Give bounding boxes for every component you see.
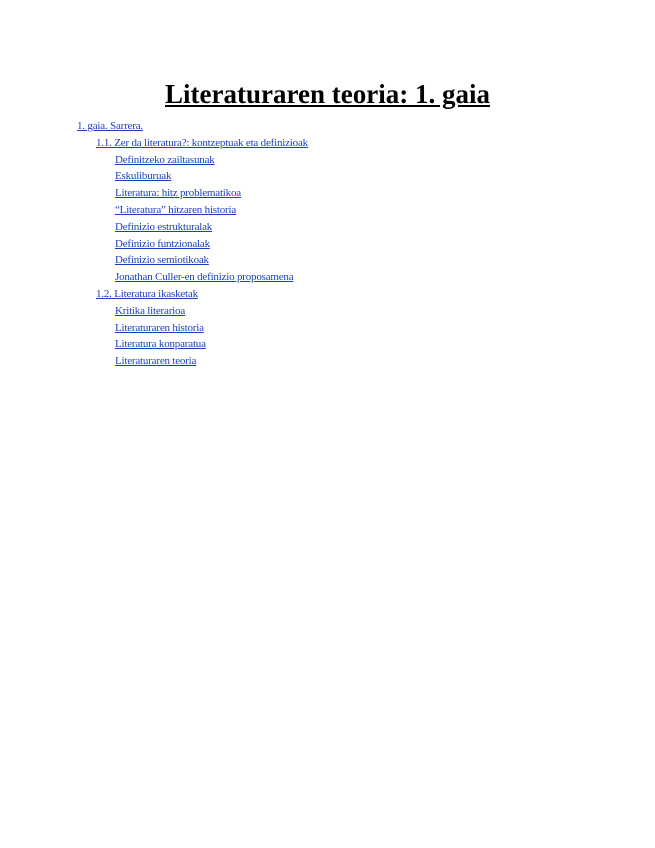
- toc-item: [0, 252, 655, 269]
- toc-link-definitzeko-zailtasunak[interactable]: Definitzeko zailtasunak: [115, 153, 215, 166]
- toc-link-definizio-estrukturalak[interactable]: Definizio estrukturalak: [115, 220, 213, 233]
- toc-link-chapter-1[interactable]: 1. gaia. Sarrera.: [77, 120, 143, 132]
- toc-item-section-1-1: [0, 135, 655, 152]
- toc-item: [0, 202, 655, 219]
- toc-link-definizio-funtzionalak[interactable]: Definizio funtzionalak: [115, 237, 210, 250]
- toc-item: [0, 353, 655, 370]
- toc-link-definizio-semiotikoak[interactable]: Definizio semiotikoak: [115, 254, 209, 267]
- toc-item-section-1-2: [0, 286, 655, 303]
- toc-item-chapter-1: [0, 118, 655, 135]
- table-of-contents: [0, 118, 655, 370]
- toc-link-hitz-problematikoa[interactable]: Literatura: hitz problematikoa: [115, 187, 241, 200]
- toc-link-kritika-literarioa[interactable]: Kritika literarioa: [115, 304, 186, 317]
- toc-item: [0, 185, 655, 202]
- page-title: Literaturaren teoria: 1. gaia: [165, 79, 490, 109]
- toc-link-literaturaren-teoria[interactable]: Literaturaren teoria: [115, 355, 197, 368]
- toc-item: [0, 168, 655, 185]
- toc-link-literatura-konparatua[interactable]: Literatura konparatua: [115, 338, 206, 351]
- toc-item: [0, 269, 655, 286]
- toc-item: [0, 219, 655, 236]
- toc-link-section-1-1[interactable]: 1.1. Zer da literatura?: kontzeptuak eta definizioak: [96, 136, 308, 149]
- toc-item: [0, 336, 655, 353]
- toc-link-culler-definizioa[interactable]: Jonathan Culler-en definizio proposamena: [115, 271, 294, 284]
- toc-link-hitzaren-historia[interactable]: “Literatura” hitzaren historia: [115, 203, 237, 216]
- toc-link-section-1-2[interactable]: 1.2. Literatura ikasketak: [96, 287, 198, 300]
- toc-item: [0, 320, 655, 337]
- toc-link-literaturaren-historia[interactable]: Literaturaren historia: [115, 321, 204, 334]
- toc-item: [0, 303, 655, 320]
- toc-item: [0, 236, 655, 253]
- toc-item: [0, 152, 655, 169]
- toc-link-eskuliburuak[interactable]: Eskuliburuak: [115, 170, 172, 183]
